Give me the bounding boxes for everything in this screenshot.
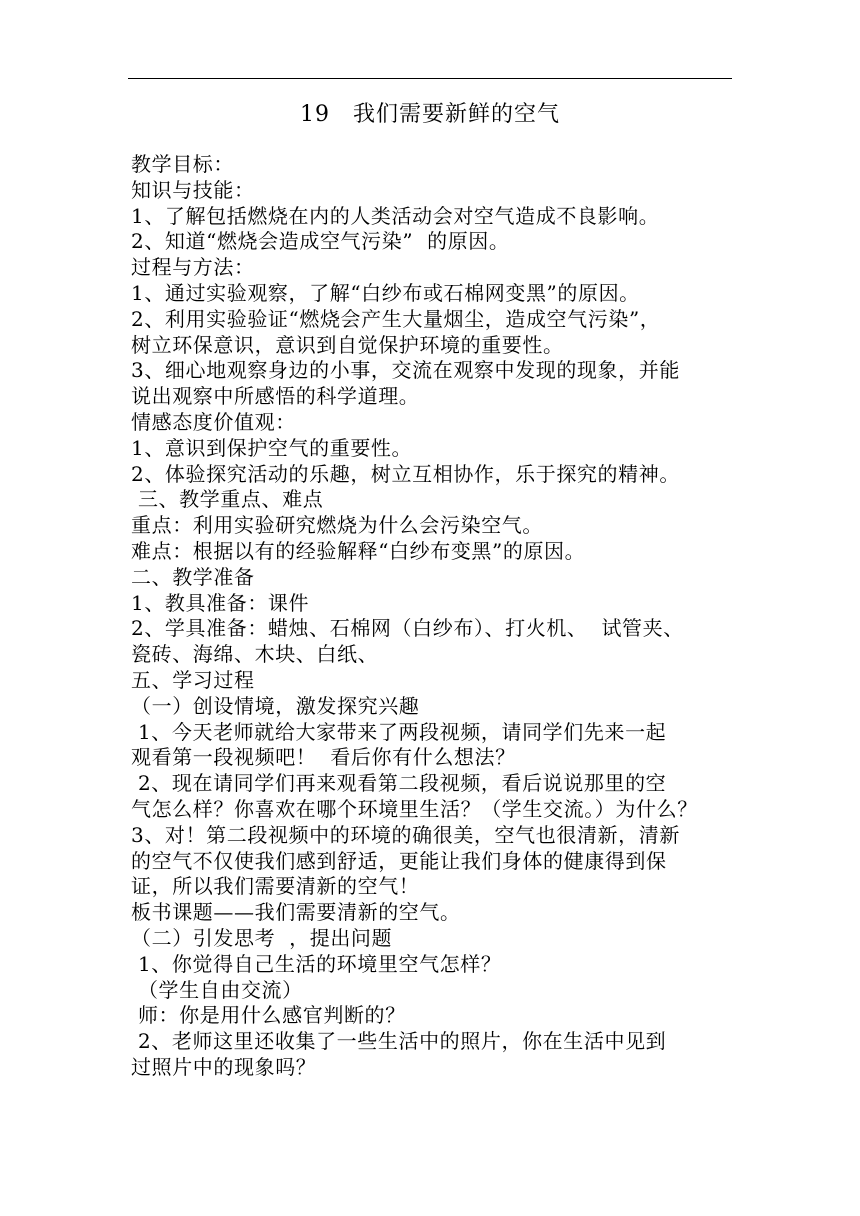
body-line: 情感态度价值观： xyxy=(131,409,296,434)
body-line: 五、学习过程 xyxy=(131,667,255,692)
body-line: 瓷砖、海绵、木块、白纸、 xyxy=(131,642,379,667)
body-line: 难点：根据以有的经验解释“白纱布变黑”的原因。 xyxy=(131,538,586,563)
body-line: 证，所以我们需要清新的空气！ xyxy=(131,874,420,899)
body-line: （学生自由交流） xyxy=(131,977,303,1002)
body-line: 1、意识到保护空气的重要性。 xyxy=(131,435,413,460)
body-line: 2、体验探究活动的乐趣，树立互相协作，乐于探究的精神。 xyxy=(131,461,680,486)
body-line: 师：你是用什么感官判断的？ xyxy=(131,1003,406,1028)
body-line: 说出观察中所感悟的科学道理。 xyxy=(131,384,420,409)
body-line: 板书课题——我们需要清新的空气。 xyxy=(131,900,461,925)
body-line: 树立环保意识，意识到自觉保护环境的重要性。 xyxy=(131,332,564,357)
body-line: 1、教具准备：课件 xyxy=(131,590,310,615)
body-line: 2、老师这里还收集了一些生活中的照片，你在生活中见到 xyxy=(131,1029,667,1054)
header-rule xyxy=(128,78,732,79)
body-line: 1、今天老师就给大家带来了两段视频，请同学们先来一起 xyxy=(131,719,667,744)
body-line: 2、现在请同学们再来观看第二段视频，看后说说那里的空 xyxy=(131,771,667,796)
body-line: 2、学具准备：蜡烛、石棉网（白纱布）、打火机、 试管夹、 xyxy=(131,616,684,641)
body-line: 1、了解包括燃烧在内的人类活动会对空气造成不良影响。 xyxy=(131,203,660,228)
body-line: 观看第一段视频吧！ 看后你有什么想法？ xyxy=(131,745,516,770)
body-line: 二、教学准备 xyxy=(131,564,255,589)
body-line: 知识与技能： xyxy=(131,177,255,202)
body-line: 三、教学重点、难点 xyxy=(131,487,324,512)
body-line: 3、细心地观察身边的小事，交流在观察中发现的现象，并能 xyxy=(131,358,680,383)
body-line: 过照片中的现象吗？ xyxy=(131,1054,317,1079)
body-line: 过程与方法： xyxy=(131,255,255,280)
body-line: （一）创设情境，激发探究兴趣 xyxy=(131,693,420,718)
body-line: （二）引发思考 ，提出问题 xyxy=(131,925,393,950)
page-title: 19 我们需要新鲜的空气 xyxy=(300,102,560,127)
body-line: 重点：利用实验研究燃烧为什么会污染空气。 xyxy=(131,513,543,538)
body-line: 的空气不仅使我们感到舒适，更能让我们身体的健康得到保 xyxy=(131,848,667,873)
document-body xyxy=(131,152,771,1081)
body-line: 1、你觉得自己生活的环境里空气怎样？ xyxy=(131,951,502,976)
body-line: 2、利用实验验证“燃烧会产生大量烟尘，造成空气污染”， xyxy=(131,306,661,331)
body-line: 1、通过实验观察，了解“白纱布或石棉网变黑”的原因。 xyxy=(131,280,640,305)
body-line: 气怎么样？你喜欢在哪个环境里生活？（学生交流。）为什么？ xyxy=(131,796,698,821)
body-line: 2、知道“燃烧会造成空气污染” 的原因。 xyxy=(131,229,510,254)
body-line: 教学目标： xyxy=(131,152,234,176)
body-line: 3、对！第二段视频中的环境的确很美，空气也很清新，清新 xyxy=(131,822,680,847)
